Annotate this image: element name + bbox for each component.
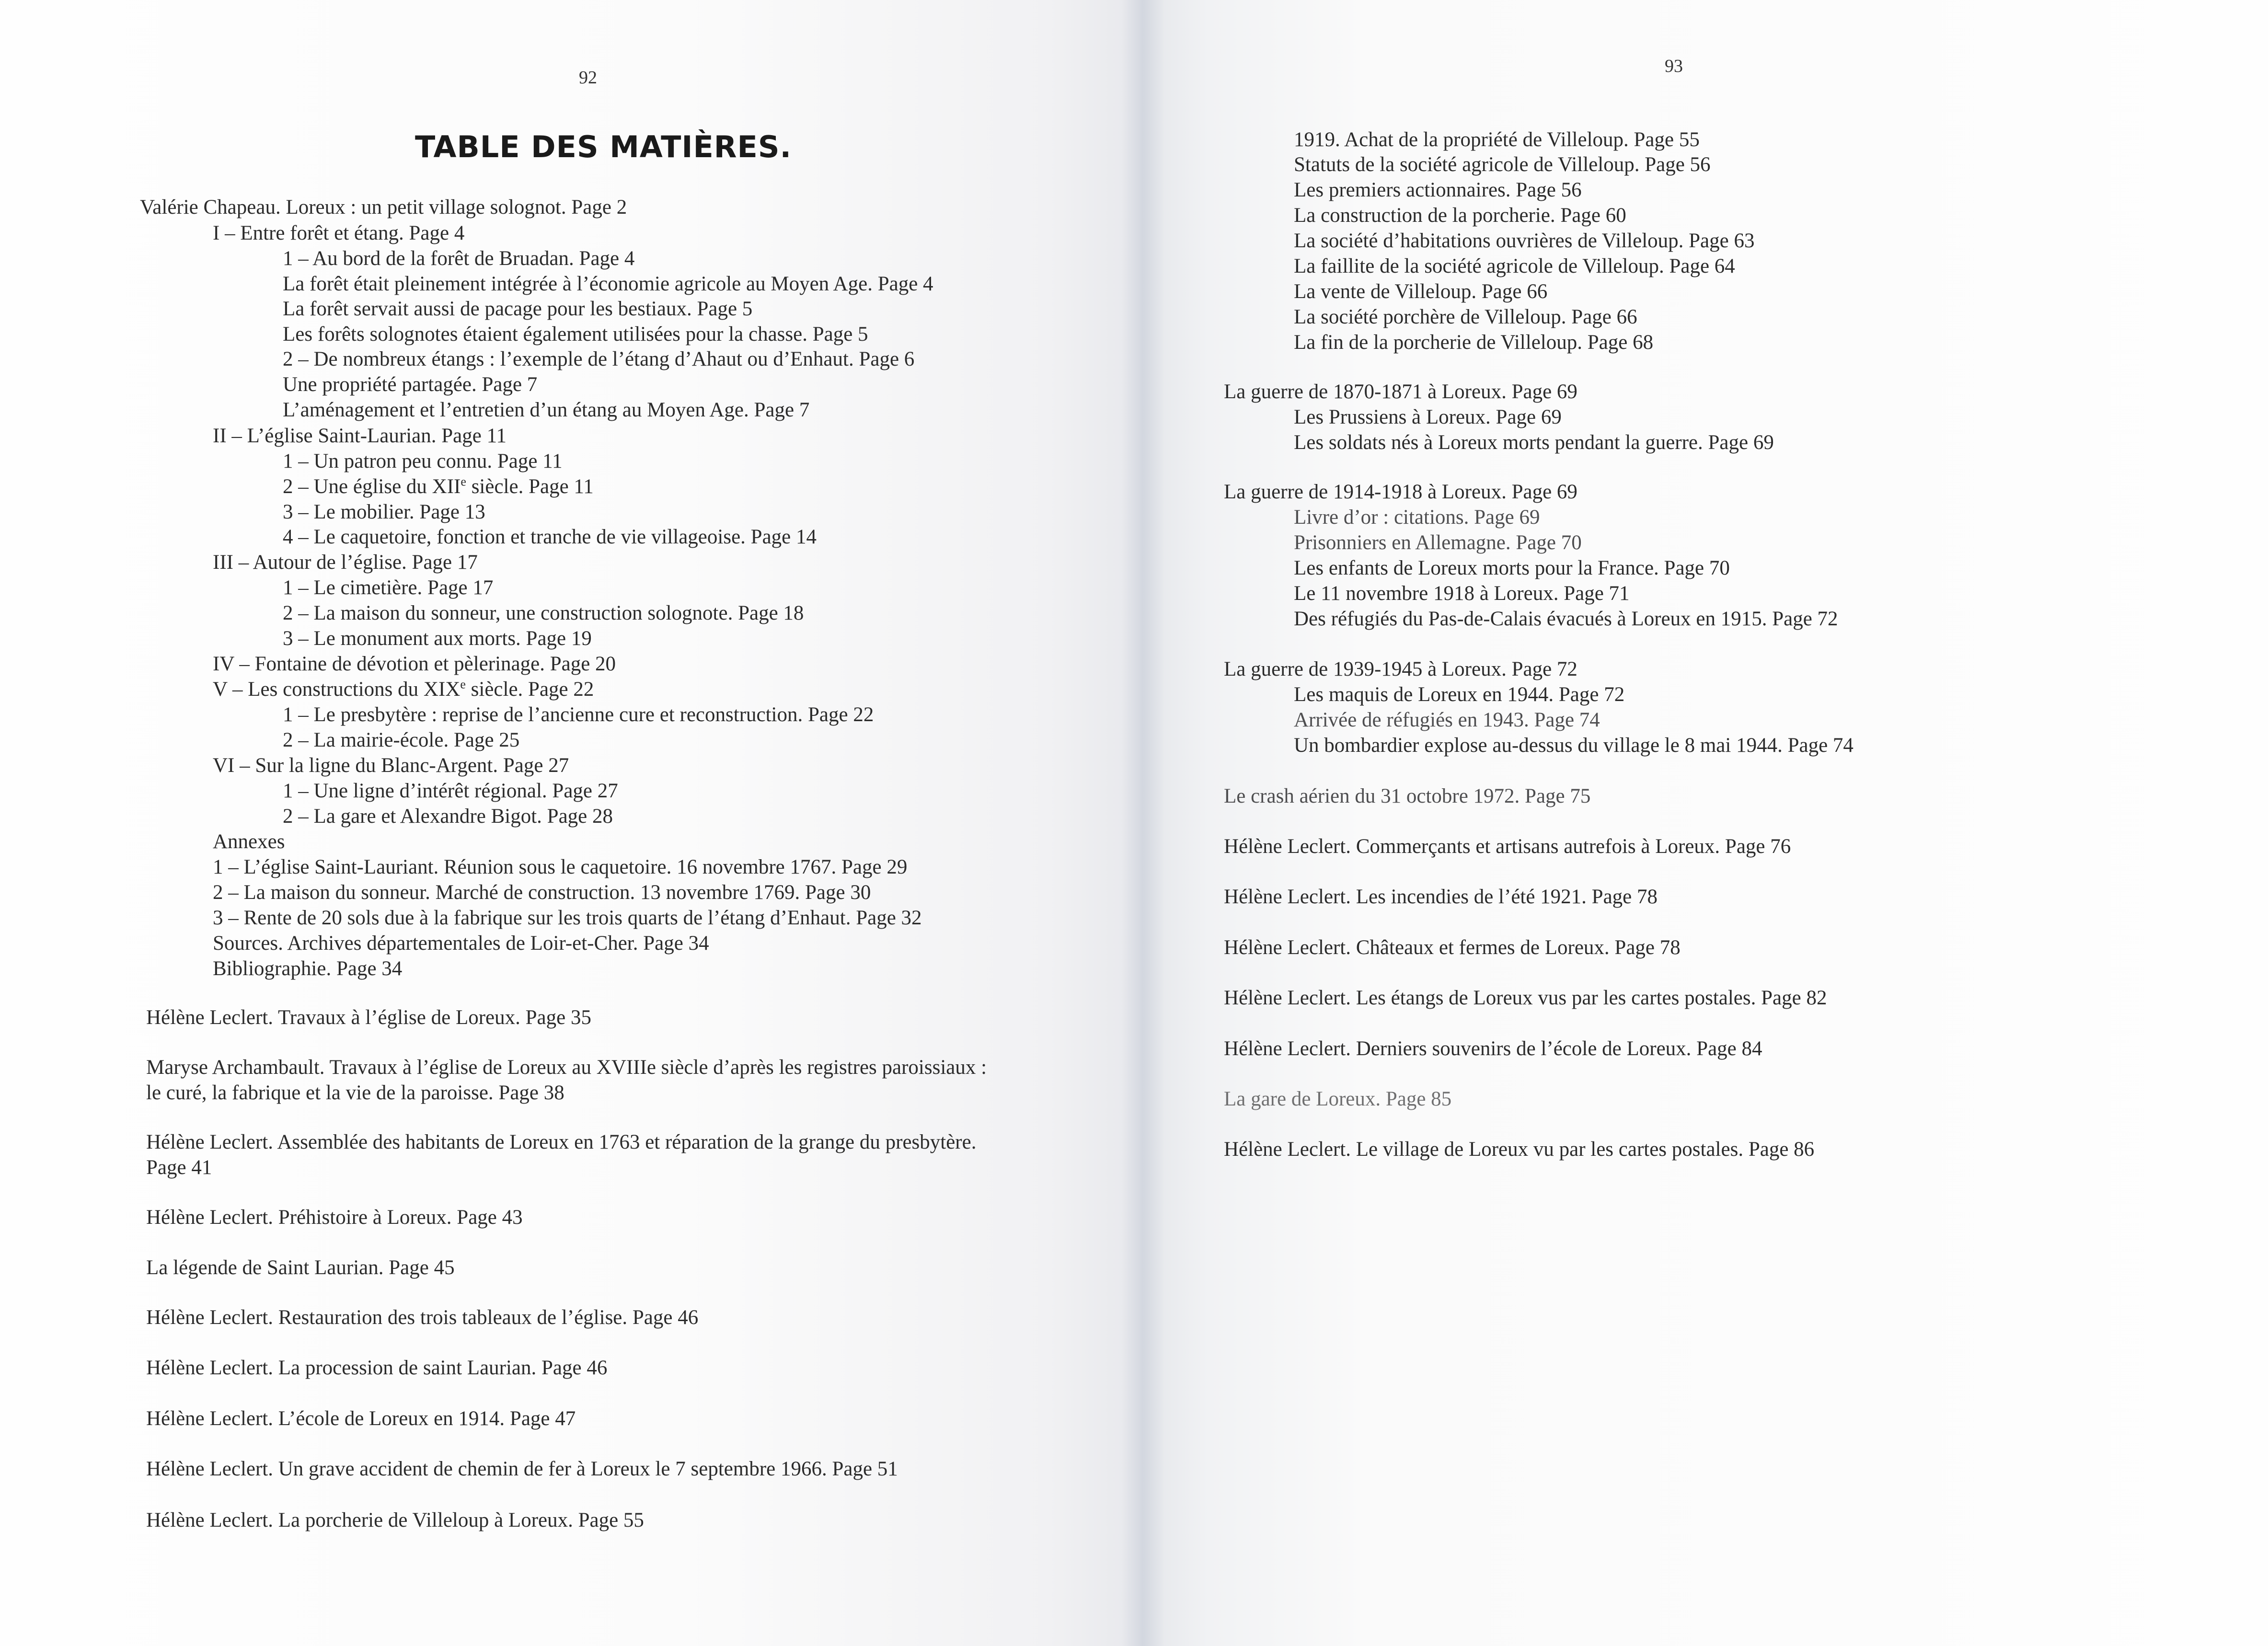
toc-entry: Prisonniers en Allemagne. Page 70	[1294, 531, 1582, 554]
superscript: e	[460, 677, 466, 691]
toc-entry: le curé, la fabrique et la vie de la paroisse. Page 38	[146, 1082, 564, 1104]
toc-entry: 2 – La mairie-école. Page 25	[283, 729, 520, 751]
toc-entry: Hélène Leclert. L’école de Loreux en 1914. Page 47	[146, 1407, 576, 1430]
page-number: 93	[1665, 56, 1683, 76]
page-number: 92	[579, 68, 597, 88]
toc-entry: Une propriété partagée. Page 7	[283, 373, 538, 396]
toc-entry: 4 – Le caquetoire, fonction et tranche de vie villageoise. Page 14	[283, 526, 817, 548]
toc-entry: 2 – De nombreux étangs : l’exemple de l’étang d’Ahaut ou d’Enhaut. Page 6	[283, 348, 915, 370]
toc-entry: Hélène Leclert. Travaux à l’église de Loreux. Page 35	[146, 1006, 591, 1029]
toc-entry: Hélène Leclert. Derniers souvenirs de l’école de Loreux. Page 84	[1224, 1037, 1762, 1060]
toc-entry: Arrivée de réfugiés en 1943. Page 74	[1294, 709, 1600, 731]
toc-entry: Annexes	[213, 830, 285, 853]
toc-entry: Hélène Leclert. Préhistoire à Loreux. Page 43	[146, 1206, 523, 1229]
toc-entry: La gare de Loreux. Page 85	[1224, 1088, 1452, 1110]
toc-entry: La fin de la porcherie de Villeloup. Page 68	[1294, 331, 1654, 354]
toc-entry: Des réfugiés du Pas-de-Calais évacués à Loreux en 1915. Page 72	[1294, 608, 1838, 630]
toc-entry: 3 – Le monument aux morts. Page 19	[283, 627, 592, 650]
toc-entry: Hélène Leclert. La porcherie de Villeloup à Loreux. Page 55	[146, 1509, 644, 1531]
toc-entry: La faillite de la société agricole de Villeloup. Page 64	[1294, 255, 1735, 277]
toc-entry: 1 – Le presbytère : reprise de l’ancienne cure et reconstruction. Page 22	[283, 703, 874, 726]
toc-entry: I – Entre forêt et étang. Page 4	[213, 222, 465, 244]
toc-entry-text: 2 – Une église du XII	[283, 475, 461, 498]
toc-entry: La vente de Villeloup. Page 66	[1294, 280, 1548, 303]
toc-entry: Sources. Archives départementales de Loir-et-Cher. Page 34	[213, 932, 709, 955]
toc-entry: Hélène Leclert. La procession de saint Laurian. Page 46	[146, 1357, 608, 1379]
toc-entry: Hélène Leclert. Restauration des trois tableaux de l’église. Page 46	[146, 1306, 699, 1329]
toc-entry: 1 – Une ligne d’intérêt régional. Page 27	[283, 780, 618, 802]
toc-entry: Le crash aérien du 31 octobre 1972. Page 75	[1224, 785, 1591, 807]
toc-entry: Hélène Leclert. Châteaux et fermes de Loreux. Page 78	[1224, 936, 1681, 959]
toc-entry: 1 – Le cimetière. Page 17	[283, 576, 494, 599]
toc-entry: Les maquis de Loreux en 1944. Page 72	[1294, 683, 1625, 706]
book-gutter	[1121, 0, 1164, 1646]
toc-entry: Un bombardier explose au-dessus du village le 8 mai 1944. Page 74	[1294, 734, 1854, 757]
toc-entry: II – L’église Saint-Laurian. Page 11	[213, 425, 507, 447]
toc-entry-text: siècle. Page 22	[465, 678, 594, 701]
toc-entry: Hélène Leclert. Commerçants et artisans autrefois à Loreux. Page 76	[1224, 835, 1791, 858]
superscript: e	[461, 474, 466, 489]
toc-entry: Page 41	[146, 1156, 212, 1179]
toc-entry: Statuts de la société agricole de Villeloup. Page 56	[1294, 153, 1711, 176]
toc-entry: La forêt était pleinement intégrée à l’économie agricole au Moyen Age. Page 4	[283, 273, 933, 295]
toc-entry: La société d’habitations ouvrières de Villeloup. Page 63	[1294, 230, 1755, 252]
toc-entry: 1919. Achat de la propriété de Villeloup. Page 55	[1294, 128, 1700, 151]
toc-entry: Livre d’or : citations. Page 69	[1294, 506, 1540, 529]
toc-entry: Hélène Leclert. Assemblée des habitants de Loreux en 1763 et réparation de la grange du presbytère.	[146, 1131, 977, 1153]
toc-entry: 3 – Rente de 20 sols due à la fabrique sur les trois quarts de l’étang d’Enhaut. Page 32	[213, 907, 922, 929]
toc-entry: VI – Sur la ligne du Blanc-Argent. Page 27	[213, 754, 569, 777]
toc-entry: Les premiers actionnaires. Page 56	[1294, 179, 1582, 201]
toc-entry: Les forêts solognotes étaient également utilisées pour la chasse. Page 5	[283, 323, 868, 345]
toc-entry	[283, 474, 594, 499]
toc-entry: IV – Fontaine de dévotion et pèlerinage. Page 20	[213, 653, 616, 675]
toc-entry: Hélène Leclert. Le village de Loreux vu par les cartes postales. Page 86	[1224, 1138, 1815, 1161]
toc-entry: Hélène Leclert. Les étangs de Loreux vus par les cartes postales. Page 82	[1224, 987, 1827, 1009]
toc-entry: 2 – La maison du sonneur, une construction solognote. Page 18	[283, 602, 804, 624]
toc-entry: 1 – L’église Saint-Lauriant. Réunion sous le caquetoire. 16 novembre 1767. Page 29	[213, 856, 908, 878]
toc-entry: La construction de la porcherie. Page 60	[1294, 204, 1626, 227]
toc-entry: Bibliographie. Page 34	[213, 957, 403, 980]
toc-title: TABLE DES MATIÈRES.	[415, 129, 792, 164]
toc-entry: 2 – La gare et Alexandre Bigot. Page 28	[283, 805, 613, 828]
toc-entry: Les Prussiens à Loreux. Page 69	[1294, 406, 1562, 428]
toc-entry: 2 – La maison du sonneur. Marché de construction. 13 novembre 1769. Page 30	[213, 881, 871, 904]
toc-entry: 3 – Le mobilier. Page 13	[283, 501, 485, 523]
toc-entry: La légende de Saint Laurian. Page 45	[146, 1256, 455, 1279]
toc-entry: Hélène Leclert. Un grave accident de chemin de fer à Loreux le 7 septembre 1966. Page 51	[146, 1458, 898, 1480]
toc-entry: La guerre de 1914-1918 à Loreux. Page 69	[1224, 481, 1577, 503]
toc-entry: La société porchère de Villeloup. Page 66	[1294, 306, 1637, 328]
toc-entry	[213, 677, 594, 702]
right-page	[1140, 0, 2268, 1646]
toc-entry: Hélène Leclert. Les incendies de l’été 1921. Page 78	[1224, 886, 1658, 908]
toc-entry: Le 11 novembre 1918 à Loreux. Page 71	[1294, 582, 1630, 605]
toc-entry-text: siècle. Page 11	[466, 475, 594, 498]
toc-entry: La guerre de 1870-1871 à Loreux. Page 69	[1224, 380, 1577, 403]
toc-entry-text: V – Les constructions du XIX	[213, 678, 461, 701]
toc-entry: III – Autour de l’église. Page 17	[213, 551, 478, 574]
toc-entry: L’aménagement et l’entretien d’un étang au Moyen Age. Page 7	[283, 399, 810, 421]
toc-entry: 1 – Au bord de la forêt de Bruadan. Page 4	[283, 247, 635, 270]
toc-entry: Les soldats nés à Loreux morts pendant la guerre. Page 69	[1294, 431, 1774, 454]
toc-entry: Maryse Archambault. Travaux à l’église de Loreux au XVIIIe siècle d’après les registres paroissiaux :	[146, 1056, 987, 1079]
toc-entry: 1 – Un patron peu connu. Page 11	[283, 450, 563, 472]
toc-entry: La guerre de 1939-1945 à Loreux. Page 72	[1224, 658, 1577, 680]
toc-entry: Les enfants de Loreux morts pour la France. Page 70	[1294, 557, 1730, 579]
toc-entry: La forêt servait aussi de pacage pour les bestiaux. Page 5	[283, 298, 753, 320]
toc-entry: Valérie Chapeau. Loreux : un petit village solognot. Page 2	[140, 196, 627, 219]
